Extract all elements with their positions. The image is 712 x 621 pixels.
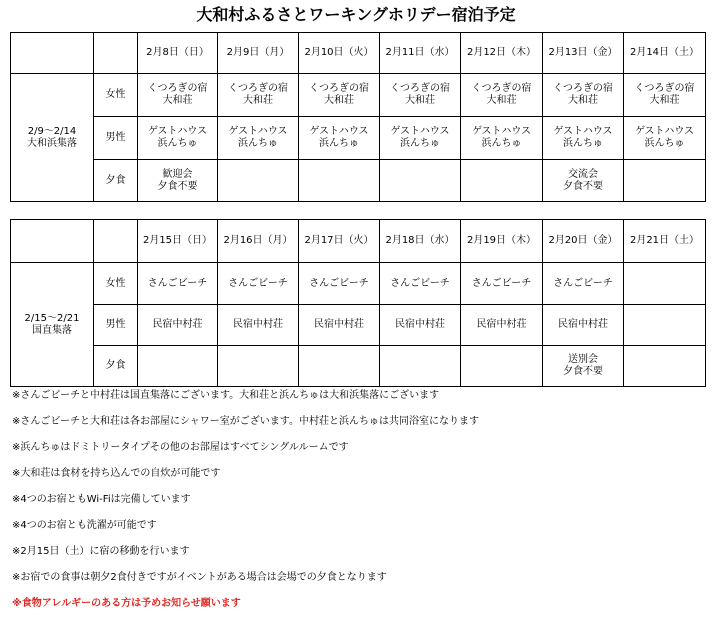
schedule-cell [138, 117, 218, 160]
schedule-cell [380, 263, 461, 305]
table-row [11, 346, 706, 387]
page-title: 大和村ふるさとワーキングホリデー宿泊予定 [196, 5, 516, 24]
category-cell: 女性 [94, 263, 138, 305]
date-header-cell: 2月19日（木） [461, 220, 543, 263]
schedule-cell [299, 346, 380, 387]
cell-text-line: くつろぎの宿 [309, 83, 369, 94]
schedule-cell [543, 74, 624, 117]
cell-text-line: ゲストハウス [228, 126, 288, 137]
date-header-cell: 2月9日（月） [218, 33, 299, 74]
schedule-cell [461, 263, 543, 305]
schedule-table-1 [10, 32, 706, 202]
schedule-cell [218, 160, 299, 202]
group-label-cell [11, 263, 94, 387]
corner-cell [94, 33, 138, 74]
cell-text-line: 大和荘 [486, 95, 517, 106]
schedule-cell [624, 117, 706, 160]
date-header-cell: 2月13日（金） [543, 33, 624, 74]
date-header-cell: 2月18日（水） [380, 220, 461, 263]
cell-text-line: 浜んちゅ [319, 138, 359, 149]
category-cell: 夕食 [94, 346, 138, 387]
table-row [11, 160, 706, 202]
schedule-cell [543, 263, 624, 305]
schedule-cell [299, 305, 380, 346]
schedule-cell [624, 263, 706, 305]
table-row [11, 305, 706, 346]
cell-text-line: 浜んちゅ [481, 138, 522, 149]
cell-text-line: くつろぎの宿 [390, 83, 450, 94]
schedule-cell [138, 74, 218, 117]
category-cell: 男性 [94, 117, 138, 160]
cell-text-line: ゲストハウス [309, 126, 369, 137]
schedule-cell [624, 74, 706, 117]
cell-text-line: 交流会 [568, 168, 598, 180]
category-cell: 夕食 [94, 160, 138, 202]
schedule-cell [543, 117, 624, 160]
cell-text-line: さんごビーチ [390, 277, 450, 289]
date-header-cell: 2月8日（日） [138, 33, 218, 74]
table-row [11, 117, 706, 160]
schedule-cell [218, 346, 299, 387]
cell-text-line: 浜んちゅ [400, 138, 440, 149]
date-header-row [11, 220, 706, 263]
cell-text-line: くつろぎの宿 [634, 83, 695, 94]
table-row [11, 74, 706, 117]
date-header-cell: 2月21日（土） [624, 220, 706, 263]
cell-text-line: 大和荘 [568, 95, 598, 106]
cell-text-line: 大和荘 [324, 95, 354, 106]
schedule-cell [299, 263, 380, 305]
cell-text-line: ゲストハウス [634, 126, 695, 137]
schedule-cell [543, 160, 624, 202]
cell-text-line: 夕食不要 [157, 180, 198, 192]
date-header-cell: 2月10日（火） [299, 33, 380, 74]
schedule-cell [461, 74, 543, 117]
cell-text-line: 送別会 [568, 354, 598, 365]
date-header-cell: 2月12日（木） [461, 33, 543, 74]
date-header-cell: 2月16日（月） [218, 220, 299, 263]
schedule-cell [461, 160, 543, 202]
cell-text-line: 浜んちゅ [157, 138, 198, 149]
schedule-cell [624, 346, 706, 387]
cell-text-line: ゲストハウス [390, 126, 450, 137]
note-item: ※4つのお宿ともWi-Fiは完備しています [12, 494, 191, 505]
note-item: ※4つのお宿とも洗濯が可能です [12, 520, 157, 531]
cell-text-line: 民宿中村荘 [233, 319, 283, 330]
cell-text-line: さんごビーチ [228, 277, 288, 289]
schedule-cell [380, 346, 461, 387]
note-item: ※さんごビーチと中村荘は国直集落にございます。大和荘と浜んちゅは大和浜集落にございます [12, 390, 440, 401]
schedule-cell [218, 74, 299, 117]
note-item: ※浜んちゅはドミトリータイプその他のお部屋はすべてシングルルームです [12, 442, 349, 453]
cell-text-line: 大和荘 [405, 95, 435, 106]
cell-text-line: 民宿中村荘 [558, 319, 608, 330]
cell-text-line: くつろぎの宿 [228, 83, 288, 94]
schedule-cell [138, 305, 218, 346]
cell-text-line: 民宿中村荘 [152, 319, 203, 330]
cell-text-line: ゲストハウス [147, 126, 208, 137]
cell-text-line: さんごビーチ [553, 277, 613, 289]
corner-cell [11, 33, 94, 74]
date-header-row [11, 33, 706, 74]
cell-text-line: さんごビーチ [471, 277, 532, 289]
corner-cell [94, 220, 138, 263]
note-item: ※大和荘は食材を持ち込んでの自炊が可能です [12, 468, 221, 479]
cell-text-line: ゲストハウス [471, 126, 532, 137]
cell-text-line: 浜んちゅ [238, 138, 278, 149]
cell-text-line: くつろぎの宿 [147, 83, 208, 94]
schedule-cell [624, 160, 706, 202]
cell-text-line: 国直集落 [32, 324, 72, 336]
cell-text-line: 大和浜集落 [27, 137, 77, 149]
schedule-cell [461, 117, 543, 160]
table-row [11, 263, 706, 305]
cell-text-line: 民宿中村荘 [314, 319, 364, 330]
cell-text-line: 大和荘 [162, 95, 193, 106]
date-header-cell: 2月20日（金） [543, 220, 624, 263]
schedule-cell [461, 305, 543, 346]
schedule-cell [624, 305, 706, 346]
schedule-cell [380, 74, 461, 117]
schedule-cell [299, 74, 380, 117]
group-label-cell [11, 74, 94, 202]
cell-text-line: くつろぎの宿 [471, 83, 532, 94]
schedule-cell [218, 305, 299, 346]
note-item: ※2月15日（土）に宿の移動を行います [12, 546, 190, 557]
cell-text-line: 夕食不要 [563, 366, 603, 377]
schedule-cell [380, 305, 461, 346]
schedule-cell [543, 346, 624, 387]
cell-text-line: 民宿中村荘 [395, 319, 445, 330]
category-cell: 男性 [94, 305, 138, 346]
cell-text-line: 2/15～2/21 [24, 312, 80, 324]
schedule-cell [461, 346, 543, 387]
note-item: ※さんごビーチと大和荘は各お部屋にシャワー室がございます。中村荘と浜んちゅは共同浴室になります [12, 416, 479, 427]
schedule-cell [299, 117, 380, 160]
cell-text-line: 大和荘 [649, 95, 680, 106]
schedule-cell [299, 160, 380, 202]
schedule-cell [138, 346, 218, 387]
schedule-cell [138, 263, 218, 305]
category-cell: 女性 [94, 74, 138, 117]
cell-text-line: 歓迎会 [162, 168, 193, 180]
cell-text-line: 2/9～2/14 [27, 125, 77, 137]
schedule-cell [138, 160, 218, 202]
schedule-cell [218, 263, 299, 305]
date-header-cell: 2月14日（土） [624, 33, 706, 74]
cell-text-line: 浜んちゅ [644, 138, 685, 149]
notes-list [12, 387, 712, 621]
date-header-cell: 2月15日（日） [138, 220, 218, 263]
cell-text-line: 浜んちゅ [563, 138, 603, 149]
corner-cell [11, 220, 94, 263]
cell-text-line: さんごビーチ [147, 277, 208, 289]
schedule-cell [380, 117, 461, 160]
cell-text-line: 大和荘 [243, 95, 273, 106]
cell-text-line: ゲストハウス [553, 126, 613, 137]
schedule-cell [380, 160, 461, 202]
schedule-table-2 [10, 219, 706, 387]
cell-text-line: 夕食不要 [563, 180, 603, 192]
cell-text-line: 民宿中村荘 [476, 319, 527, 330]
date-header-cell: 2月11日（水） [380, 33, 461, 74]
note-allergy-warning: ※食物アレルギーのある方は予めお知らせ願います [12, 598, 241, 609]
schedule-cell [218, 117, 299, 160]
cell-text-line: さんごビーチ [309, 277, 369, 289]
cell-text-line: くつろぎの宿 [553, 83, 613, 94]
date-header-cell: 2月17日（火） [299, 220, 380, 263]
schedule-cell [543, 305, 624, 346]
note-item: ※お宿での食事は朝夕2食付きですがイベントがある場合は会場での夕食となります [12, 572, 387, 583]
